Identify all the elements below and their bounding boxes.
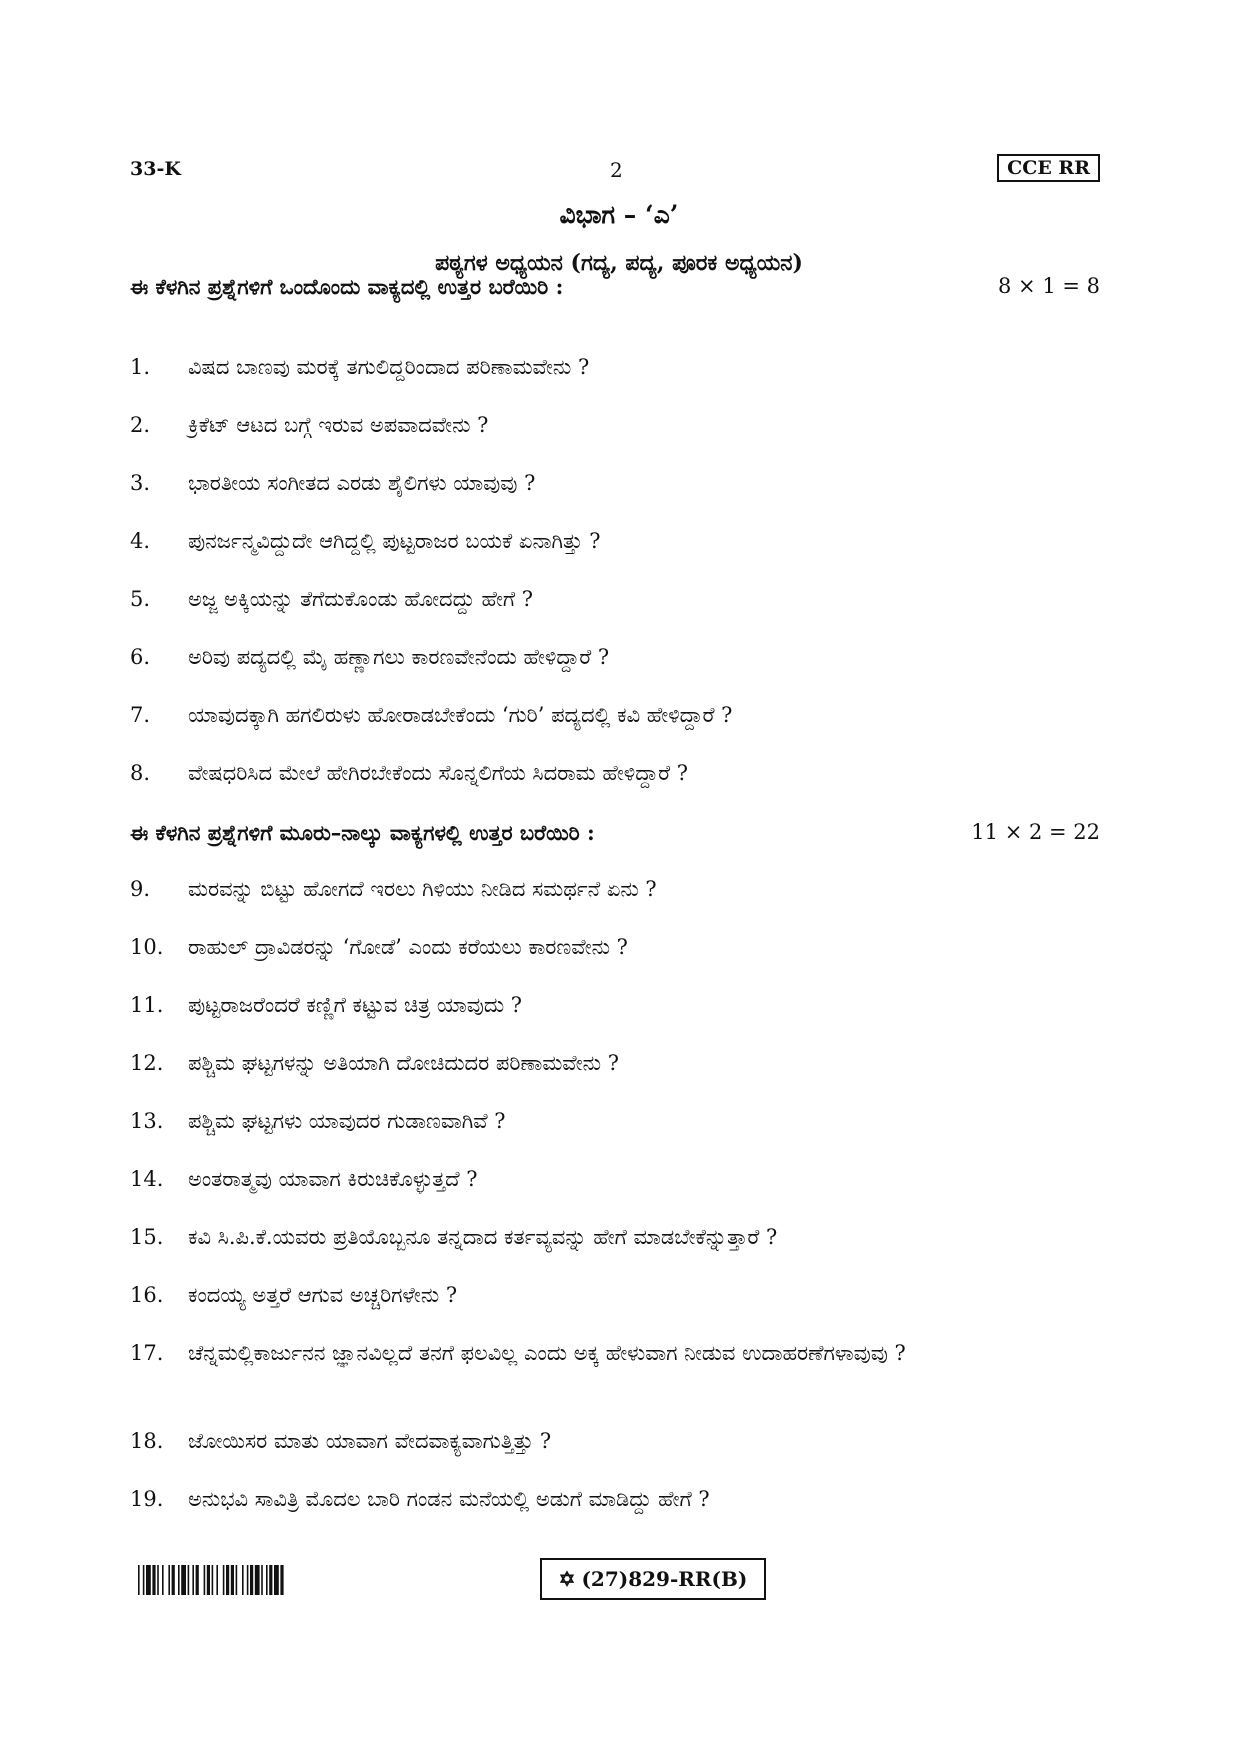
part2-instruction-text: ಈ ಕೆಳಗಿನ ಪ್ರಶ್ನೆಗಳಿಗೆ ಮೂರು–ನಾಲ್ಕು ವಾಕ್ಯಗಳಲ್ಲಿ ಉತ್ತರ ಬರೆಯಿರಿ : xyxy=(130,820,595,845)
barcode-icon xyxy=(138,1565,378,1595)
part1-instruction xyxy=(130,274,1100,300)
question-text: ಚೆನ್ನಮಲ್ಲಿಕಾರ್ಜುನನ ಜ್ಞಾನವಿಲ್ಲದೆ ತನಗೆ ಫಲವಿಲ್ಲ ಎಂದು ಅಕ್ಕ ಹೇಳುವಾಗ ನೀಡುವ ಉದಾಹರಣೆಗಳಾವುವು ? xyxy=(188,1341,906,1365)
part1-marks: 8 × 1 = 8 xyxy=(998,274,1100,298)
question-10 xyxy=(130,930,1100,964)
question-text: ಮರವನ್ನು ಬಿಟ್ಟು ಹೋಗದೆ ಇರಲು ಗಿಳಿಯು ನೀಡಿದ ಸಮರ್ಥನೆ ಏನು ? xyxy=(188,877,657,901)
question-text: ಅಜ್ಜ ಅಕ್ಕಿಯನ್ನು ತೆಗೆದುಕೊಂಡು ಹೋದದ್ದು ಹೇಗೆ ? xyxy=(188,587,534,611)
question-number: 4. xyxy=(130,529,151,553)
question-text: ಯಾವುದಕ್ಕಾಗಿ ಹಗಲಿರುಳು ಹೋರಾಡಬೇಕೆಂದು ‘ಗುರಿ’ ಪದ್ಯದಲ್ಲಿ ಕವಿ ಹೇಳಿದ್ದಾರೆ ? xyxy=(188,703,733,727)
question-13 xyxy=(130,1104,1100,1138)
question-text: ಪುನರ್ಜನ್ಮವಿದ್ದುದೇ ಆಗಿದ್ದಲ್ಲಿ ಪುಟ್ಟರಾಜರ ಬಯಕೆ ಏನಾಗಿತ್ತು ? xyxy=(188,529,601,553)
section-title: ವಿಭಾಗ – ‘ಎ’ xyxy=(559,200,679,229)
question-15 xyxy=(130,1220,1100,1254)
exam-tag-box: CCE RR xyxy=(997,154,1100,182)
footer-code-box xyxy=(540,1558,766,1600)
question-number: 16. xyxy=(130,1283,164,1307)
question-text: ಜೋಯಿಸರ ಮಾತು ಯಾವಾಗ ವೇದವಾಕ್ಯವಾಗುತ್ತಿತ್ತು ? xyxy=(188,1429,552,1453)
question-text: ಪಶ್ಚಿಮ ಘಟ್ಟಗಳು ಯಾವುದರ ಗುಡಾಣವಾಗಿವೆ ? xyxy=(188,1109,506,1133)
question-8 xyxy=(130,756,1100,790)
question-14 xyxy=(130,1162,1100,1196)
question-text: ಕ್ರಿಕೆಟ್ ಆಟದ ಬಗ್ಗೆ ಇರುವ ಅಪವಾದವೇನು ? xyxy=(188,413,489,437)
question-number: 10. xyxy=(130,935,164,959)
page-header xyxy=(130,158,1100,188)
question-19 xyxy=(130,1482,1100,1516)
question-text: ಕಂದಯ್ಯ ಅತ್ತರೆ ಆಗುವ ಅಚ್ಚರಿಗಳೇನು ? xyxy=(188,1283,458,1307)
question-text: ವಿಷದ ಬಾಣವು ಮರಕ್ಕೆ ತಗುಲಿದ್ದರಿಂದಾದ ಪರಿಣಾಮವೇನು ? xyxy=(188,355,590,379)
question-number: 6. xyxy=(130,645,151,669)
footer-code: (27)829-RR(B) xyxy=(581,1567,748,1591)
star-of-david-icon: ✡ xyxy=(558,1567,576,1591)
question-7 xyxy=(130,698,1100,732)
question-text: ಅಂತರಾತ್ಮವು ಯಾವಾಗ ಕಿರುಚಿಕೊಳ್ಳುತ್ತದೆ ? xyxy=(188,1167,478,1191)
question-number: 14. xyxy=(130,1167,164,1191)
question-number: 3. xyxy=(130,471,151,495)
question-number: 9. xyxy=(130,877,151,901)
paper-code: 33-K xyxy=(130,158,181,180)
question-text: ಅನುಭವಿ ಸಾವಿತ್ರಿ ಮೊದಲ ಬಾರಿ ಗಂಡನ ಮನೆಯಲ್ಲಿ ಅಡುಗೆ ಮಾಡಿದ್ದು ಹೇಗೆ ? xyxy=(188,1487,710,1511)
question-number: 18. xyxy=(130,1429,164,1453)
part1-instruction-text: ಈ ಕೆಳಗಿನ ಪ್ರಶ್ನೆಗಳಿಗೆ ಒಂದೊಂದು ವಾಕ್ಯದಲ್ಲಿ ಉತ್ತರ ಬರೆಯಿರಿ : xyxy=(130,274,564,299)
question-text: ಅರಿವು ಪದ್ಯದಲ್ಲಿ ಮೈ ಹಣ್ಣಾಗಲು ಕಾರಣವೇನೆಂದು ಹೇಳಿದ್ದಾರೆ ? xyxy=(188,645,610,669)
part2-instruction xyxy=(130,820,1100,846)
question-number: 5. xyxy=(130,587,151,611)
question-number: 17. xyxy=(130,1341,164,1365)
section-subtitle: ಪಠ್ಯಗಳ ಅಧ್ಯಯನ (ಗದ್ಯ, ಪದ್ಯ, ಪೂರಕ ಅಧ್ಯಯನ) xyxy=(435,250,803,276)
question-number: 13. xyxy=(130,1109,164,1133)
question-number: 2. xyxy=(130,413,151,437)
question-number: 15. xyxy=(130,1225,164,1249)
part2-marks: 11 × 2 = 22 xyxy=(971,820,1100,844)
question-18 xyxy=(130,1424,1100,1458)
question-11 xyxy=(130,988,1100,1022)
question-text: ಕವಿ ಸಿ.ಪಿ.ಕೆ.ಯವರು ಪ್ರತಿಯೊಬ್ಬನೂ ತನ್ನದಾದ ಕರ್ತವ್ಯವನ್ನು ಹೇಗೆ ಮಾಡಬೇಕೆನ್ನುತ್ತಾರೆ ? xyxy=(188,1225,778,1249)
question-number: 11. xyxy=(130,993,164,1017)
question-16 xyxy=(130,1278,1100,1312)
question-number: 1. xyxy=(130,355,151,379)
question-text: ವೇಷಧರಿಸಿದ ಮೇಲೆ ಹೇಗಿರಬೇಕೆಂದು ಸೊನ್ನಲಿಗೆಯ ಸಿದರಾಮ ಹೇಳಿದ್ದಾರೆ ? xyxy=(188,761,688,785)
question-17 xyxy=(130,1336,1100,1370)
question-number: 7. xyxy=(130,703,151,727)
question-number: 12. xyxy=(130,1051,164,1075)
question-6 xyxy=(130,640,1100,674)
question-number: 19. xyxy=(130,1487,164,1511)
question-1 xyxy=(130,350,1100,384)
question-2 xyxy=(130,408,1100,442)
question-text: ರಾಹುಲ್ ದ್ರಾವಿಡರನ್ನು ‘ಗೋಡೆ’ ಎಂದು ಕರೆಯಲು ಕಾರಣವೇನು ? xyxy=(188,935,628,959)
question-12 xyxy=(130,1046,1100,1080)
question-4 xyxy=(130,524,1100,558)
question-9 xyxy=(130,872,1100,906)
page-number: 2 xyxy=(610,158,623,182)
question-text: ಪುಟ್ಟರಾಜರೆಂದರೆ ಕಣ್ಣಿಗೆ ಕಟ್ಟುವ ಚಿತ್ರ ಯಾವುದು ? xyxy=(188,993,523,1017)
question-number: 8. xyxy=(130,761,151,785)
question-text: ಭಾರತೀಯ ಸಂಗೀತದ ಎರಡು ಶೈಲಿಗಳು ಯಾವುವು ? xyxy=(188,471,536,495)
question-3 xyxy=(130,466,1100,500)
question-5 xyxy=(130,582,1100,616)
question-text: ಪಶ್ಚಿಮ ಘಟ್ಟಗಳನ್ನು ಅತಿಯಾಗಿ ದೋಚಿದುದರ ಪರಿಣಾಮವೇನು ? xyxy=(188,1051,619,1075)
